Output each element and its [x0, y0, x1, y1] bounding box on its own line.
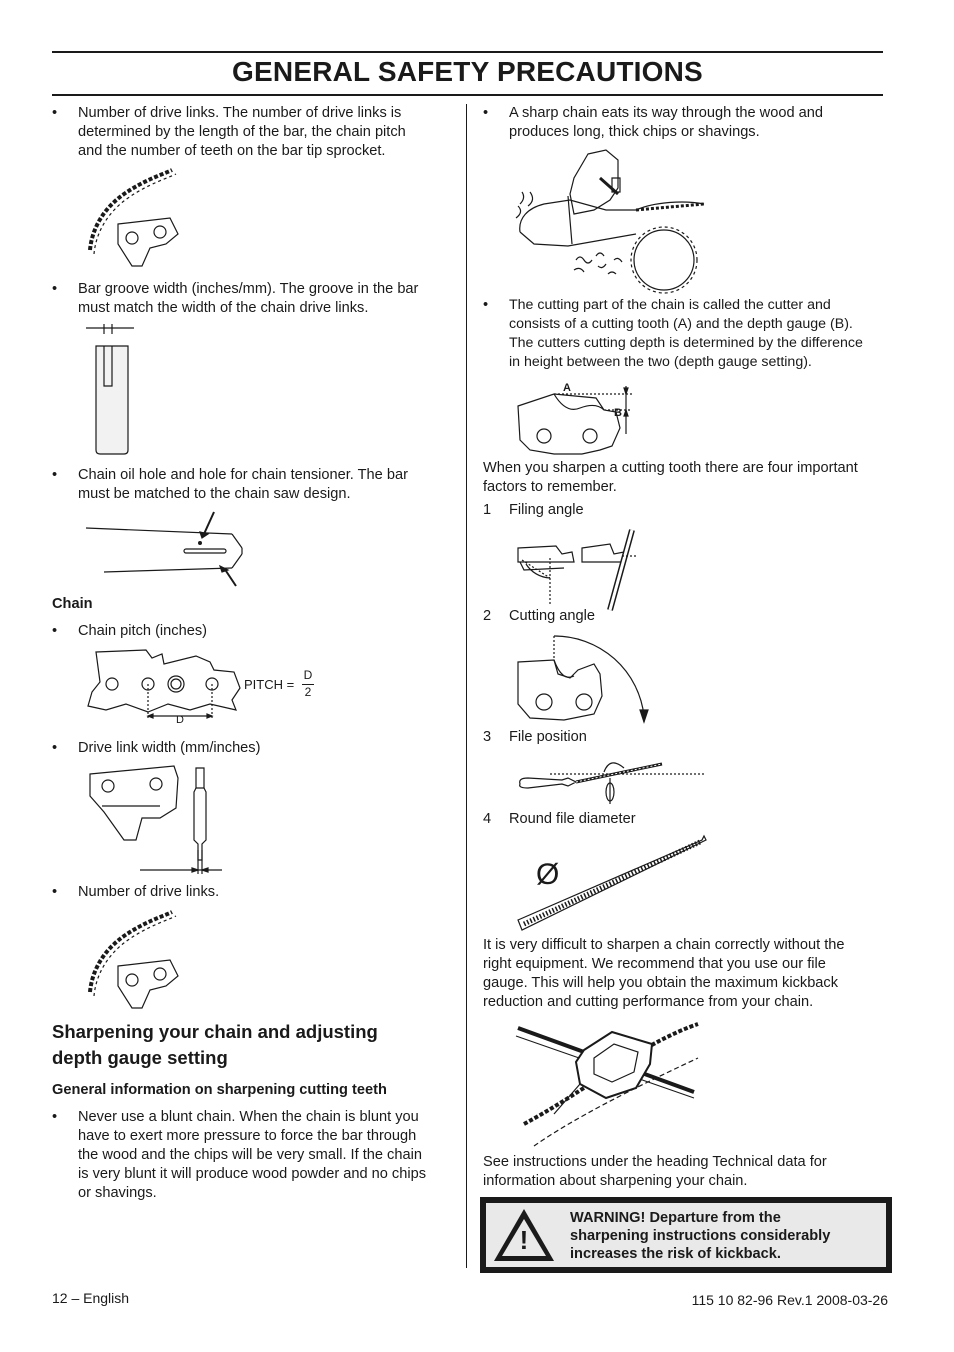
text-line: must match the width of the chain drive links. — [78, 300, 369, 316]
text-line: gauge. This will help you obtain the maximum kickback — [483, 975, 839, 991]
bullet-mark: • — [483, 105, 489, 121]
cutter-label-a: A — [563, 382, 571, 394]
section-heading — [52, 1019, 462, 1071]
oil-hole-figure — [86, 510, 246, 590]
text-line: consists of a cutting tooth (A) and the depth gauge (B). — [509, 316, 853, 332]
warning-box-inner — [486, 1203, 886, 1267]
pitch-formula-denominator: 2 — [304, 685, 312, 699]
text-line: Never use a blunt chain. When the chain is blunt you — [78, 1109, 419, 1125]
drive-link-width-figure — [84, 764, 224, 876]
chain-pitch-figure — [86, 646, 246, 728]
text-line: must be matched to the chain saw design. — [78, 486, 351, 502]
file-gauge-recommendation — [483, 936, 893, 1012]
factor-2-number: 2 — [483, 608, 492, 624]
text-line: When you sharpen a cutting tooth there are four important — [483, 460, 858, 476]
drive-links-figure — [84, 168, 194, 272]
chain-heading: Chain — [52, 596, 93, 612]
text-line: increases the risk of kickback. — [570, 1246, 781, 1262]
diameter-symbol: Ø — [536, 858, 560, 891]
text-line: Number of drive links. The number of drive links is — [78, 105, 402, 121]
text-line: produces long, thick chips or shavings. — [509, 124, 760, 140]
see-instructions — [483, 1153, 893, 1191]
bullet-mark: • — [52, 467, 58, 483]
text-line: in height between the two (depth gauge setting). — [509, 354, 812, 370]
filing-angle-figure — [514, 524, 644, 610]
file-position-figure — [514, 754, 706, 806]
bullet-mark: • — [52, 105, 58, 121]
page-title: GENERAL SAFETY PRECAUTIONS — [232, 56, 703, 87]
text-line: reduction and cutting performance from your chain. — [483, 994, 814, 1010]
bullet-mark: • — [52, 623, 58, 639]
subheading: General information on sharpening cutting teeth — [52, 1082, 387, 1098]
text-line: It is very difficult to sharpen a chain correctly without the — [483, 937, 845, 953]
text-line: A sharp chain eats its way through the wood and — [509, 105, 823, 121]
factor-1-label: Filing angle — [509, 502, 584, 518]
warning-text — [570, 1209, 880, 1263]
warning-box — [480, 1197, 892, 1273]
factor-1-number: 1 — [483, 502, 492, 518]
text-line: The cutting part of the chain is called the cutter and — [509, 297, 831, 313]
heading-line: depth gauge setting — [52, 1047, 228, 1068]
header-top-rule — [52, 51, 883, 53]
factor-4-number: 4 — [483, 811, 492, 827]
text-line: Chain oil hole and hole for chain tensioner. The bar — [78, 467, 408, 483]
bullet-mark: • — [52, 884, 58, 900]
text-line: information about sharpening your chain. — [483, 1173, 748, 1189]
header-bottom-rule — [52, 94, 883, 96]
text-line: factors to remember. — [483, 479, 617, 495]
sharp-chain-figure — [514, 148, 714, 290]
text-line: or shavings. — [78, 1185, 157, 1201]
text-line: determined by the length of the bar, the chain pitch — [78, 124, 406, 140]
bullet-mark: • — [483, 297, 489, 313]
text-line: The cutters cutting depth is determined by the difference — [509, 335, 863, 351]
cutter-figure — [514, 384, 638, 460]
warning-exclamation: ! — [519, 1225, 529, 1255]
text-line: is very blunt it will produce wood powder and no chips — [78, 1166, 427, 1182]
cutter-label-b: B — [614, 407, 622, 419]
drive-links-figure-2 — [84, 910, 194, 1014]
factor-3-number: 3 — [483, 729, 492, 745]
text-line: Chain pitch (inches) — [78, 623, 207, 639]
text-line: Bar groove width (inches/mm). The groove in the bar — [78, 281, 419, 297]
pitch-formula-label: PITCH = — [244, 677, 295, 692]
four-factors-intro — [483, 459, 893, 497]
bullet-mark: • — [52, 1109, 58, 1125]
bullet-mark: • — [52, 281, 58, 297]
text-line: have to exert more pressure to force the bar through — [78, 1128, 417, 1144]
factor-4-label: Round file diameter — [509, 811, 636, 827]
text-line: sharpening instructions considerably — [570, 1228, 831, 1244]
text-line: right equipment. We recommend that you use our file — [483, 956, 826, 972]
document-id: 115 10 82-96 Rev.1 2008-03-26 — [691, 1292, 888, 1308]
bar-groove-figure — [86, 324, 140, 458]
text-line: See instructions under the heading Technical data for — [483, 1154, 827, 1170]
text-line: and the number of teeth on the bar tip sprocket. — [78, 143, 386, 159]
heading-line: Sharpening your chain and adjusting — [52, 1021, 378, 1042]
text-line: Number of drive links. — [78, 884, 220, 900]
text-line: Drive link width (mm/inches) — [78, 740, 261, 756]
text-line: WARNING! Departure from the — [570, 1210, 781, 1226]
column-divider — [466, 104, 467, 1268]
bullet-mark: • — [52, 740, 58, 756]
chain-pitch-d-label: D — [176, 714, 184, 726]
text-line: the wood and the chips will be very small. If the chain — [78, 1147, 422, 1163]
factor-3-label: File position — [509, 729, 587, 745]
pitch-formula-numerator: D — [303, 668, 313, 682]
page-number: 12 – English — [52, 1290, 130, 1306]
cutting-angle-figure — [514, 630, 654, 726]
factor-2-label: Cutting angle — [509, 608, 596, 624]
file-gauge-figure — [514, 1018, 708, 1150]
